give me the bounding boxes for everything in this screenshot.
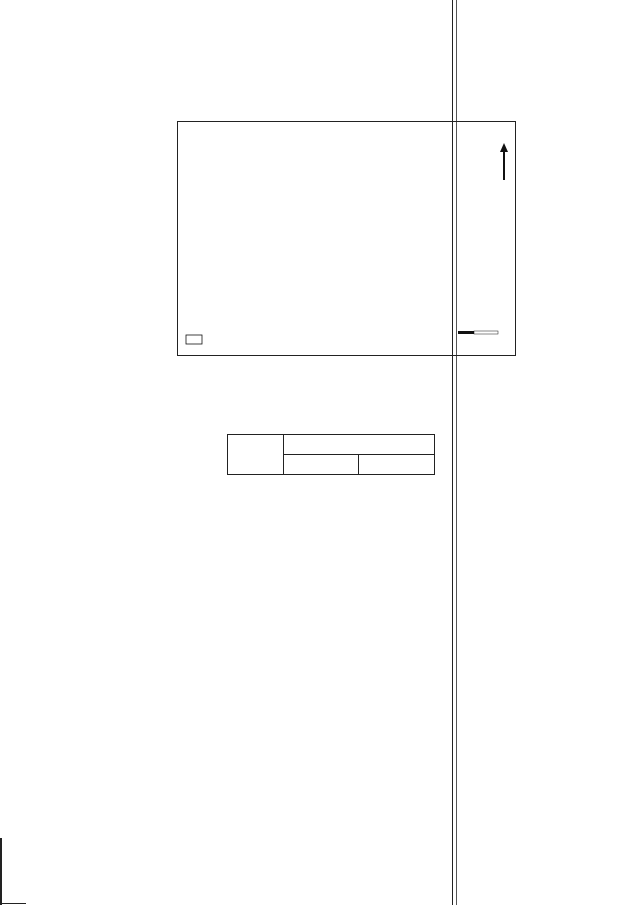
boundary-map — [177, 121, 516, 356]
map-legend — [186, 335, 202, 344]
header-latitude — [284, 455, 359, 475]
page-edge-mark — [0, 838, 2, 905]
scale-bar-black — [458, 331, 474, 334]
header-longitude — [359, 455, 435, 475]
legend-swatch — [186, 335, 202, 344]
coordinates-table — [227, 434, 435, 475]
north-arrow-head — [500, 143, 508, 152]
header-coordinates — [284, 435, 435, 455]
scale-bar — [458, 331, 498, 334]
north-arrow — [500, 143, 508, 180]
page-edge-bottom-mark — [0, 903, 26, 904]
perimeter-paragraph — [86, 621, 572, 639]
scale-bar-white — [474, 331, 498, 334]
header-point-number — [228, 435, 284, 475]
area-paragraph — [86, 657, 572, 675]
boundary-map-drawing — [178, 122, 515, 355]
